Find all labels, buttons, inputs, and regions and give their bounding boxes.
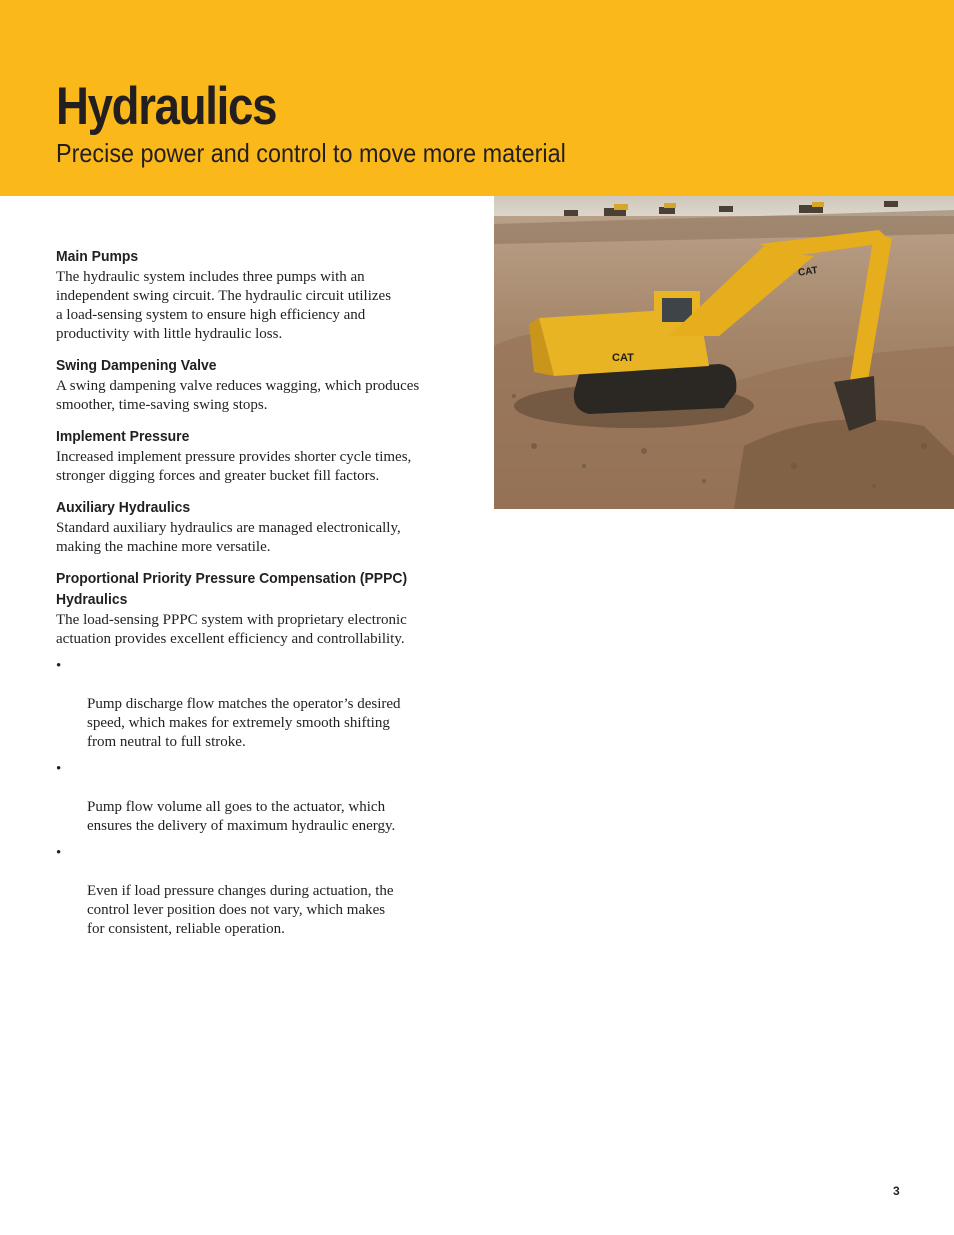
section-pppc-hydraulics [56, 568, 456, 939]
bullet-item [56, 844, 456, 939]
section-body: Standard auxiliary hydraulics are managed electronically, making the machine more versatile. [56, 520, 401, 555]
section-swing-dampening-valve [56, 355, 456, 415]
section-body: Increased implement pressure provides shorter cycle times, stronger digging forces and greater bucket fill factors. [56, 449, 412, 484]
house-logo-text: CAT [612, 352, 634, 364]
boom-logo-text: CAT [797, 265, 819, 279]
bullet-text: Pump flow volume all goes to the actuator, which ensures the delivery of maximum hydraulic energy. [87, 799, 396, 834]
bullet-item [56, 657, 456, 752]
section-heading: Auxiliary Hydraulics [56, 499, 191, 516]
main-content [56, 246, 456, 950]
section-heading: Implement Pressure [56, 428, 190, 445]
bullet-dot: • [56, 761, 62, 777]
section-heading: Main Pumps [56, 248, 139, 265]
section-heading: Swing Dampening Valve [56, 357, 217, 374]
bullet-dot: • [56, 845, 62, 861]
bullet-list [56, 657, 456, 939]
section-implement-pressure [56, 426, 456, 486]
section-body: A swing dampening valve reduces wagging, which produces smoother, time-saving swing stops. [56, 378, 420, 413]
bullet-dot: • [56, 658, 62, 674]
page-subtitle: Precise power and control to move more material [56, 138, 566, 168]
section-heading-line-1: Proportional Priority Pressure Compensation (PPPC) [56, 570, 408, 587]
section-body: The load-sensing PPPC system with proprietary electronic actuation provides excellent efficiency and controllability. [56, 612, 407, 647]
excavator-photo [494, 196, 954, 509]
section-auxiliary-hydraulics [56, 497, 456, 557]
bullet-item [56, 760, 456, 836]
header-banner [0, 0, 954, 196]
section-body: The hydraulic system includes three pumps with an independent swing circuit. The hydraulic circuit utilizes a load-sensing system to ensure high efficiency and productivity with little hydraulic loss. [56, 269, 392, 342]
section-heading-line-2: Hydraulics [56, 591, 128, 608]
page-number: 3 [893, 1184, 900, 1198]
bullet-text: Even if load pressure changes during actuation, the control lever position does not vary, which makes for consistent, reliable operation. [87, 883, 394, 937]
excavator-cab-window [662, 298, 692, 322]
section-main-pumps [56, 246, 456, 344]
bullet-text: Pump discharge flow matches the operator’s desired speed, which makes for extremely smooth shifting from neutral to full stroke. [87, 696, 401, 750]
page-title: Hydraulics [56, 77, 277, 136]
